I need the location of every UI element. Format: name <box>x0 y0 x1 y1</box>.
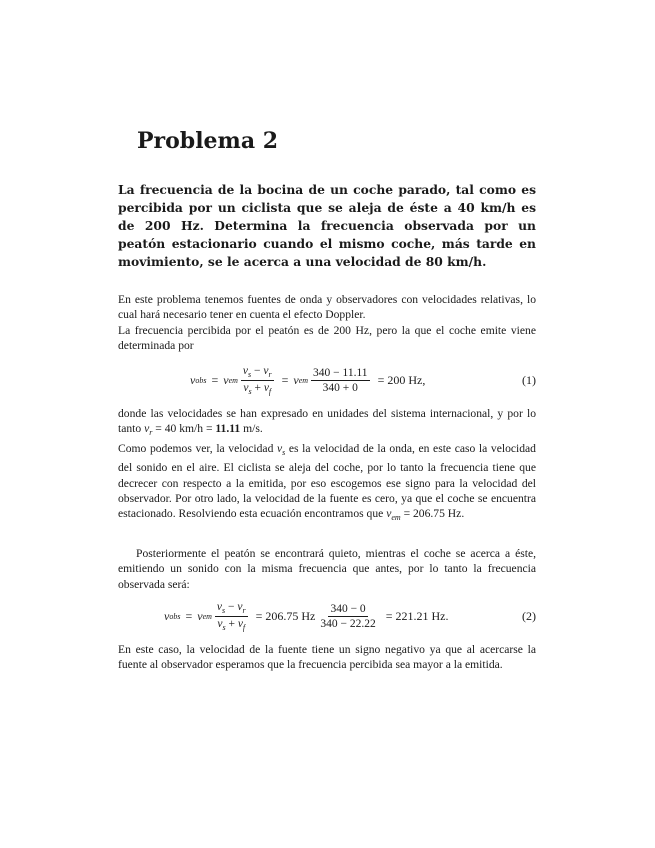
fraction-velocities: $\frac{v_s - v_r}{v_s + v_f}$ <box>242 364 272 396</box>
intro-paragraph <box>118 292 536 354</box>
explanation-text-b: Como podemos ver, la velocidad $v_s$ es la velocidad de la onda, en este caso la velocidad del sonido en el aire. El ciclista se aleja del coche, por lo tanto la frecuencia tiene que decrecer con respecto a la emitida, por eso escogemos ese signo para la velocidad del observador. Por otro lado, la velocidad de la fuente es cero, ya que el coche se encuentra estacionado. Resolviendo esta ecuación encontramos que $\nu_{em} = 206.75$ Hz. <box>118 441 536 523</box>
intro-text-a: En este problema tenemos fuentes de onda y observadores con velocidades relativas, lo cual hará necesario tener en cuenta el efecto Doppler. <box>118 293 536 322</box>
nu-symbol: ν <box>223 372 229 387</box>
equation-1 <box>118 360 536 400</box>
equals-sign: = <box>211 372 219 387</box>
nu-symbol: ν <box>293 372 299 387</box>
equation-1-number: (1) <box>522 372 536 387</box>
conclusion-text: En este caso, la velocidad de la fuente tiene un signo negativo ya que al acercarse la fuente al observador esperamos que la frecuencia percibida sea mayor a la emitida. <box>118 643 536 672</box>
nu-symbol: ν <box>164 608 170 623</box>
equation-2 <box>118 596 536 636</box>
equation-1-result: = 200 Hz, <box>377 372 426 387</box>
denominator-2: 340 − 22.22 <box>320 617 376 630</box>
equation-2-result: = 221.21 Hz. <box>385 608 449 623</box>
fraction-velocities-2: $\frac{v_s - v_r}{v_s + v_f}$ <box>216 600 246 632</box>
conclusion-paragraph <box>118 642 536 673</box>
equals-sign: = <box>281 372 289 387</box>
equation-2-number: (2) <box>522 608 536 623</box>
denominator-1: 340 + 0 <box>322 381 358 394</box>
equation-1-expression <box>190 360 425 400</box>
sub-obs: obs <box>195 375 207 385</box>
second-case-paragraph <box>118 546 536 592</box>
nu-symbol: ν <box>190 372 196 387</box>
explanation-paragraph <box>118 406 536 526</box>
equals-sign: = <box>185 608 193 623</box>
intro-text-b: La frecuencia percibida por el peatón es de 200 Hz, pero la que el coche emite viene determinada por <box>118 323 536 353</box>
fraction-values-2 <box>318 603 377 630</box>
numerator-1: 340 − 11.11 <box>313 366 368 379</box>
equation-2-middle: = 206.75 Hz <box>255 608 316 623</box>
fraction-values-1 <box>311 367 370 394</box>
sub-obs: obs <box>169 611 181 621</box>
problem-statement: La frecuencia de la bocina de un coche parado, tal como es percibida por un ciclista que se aleja de éste a 40 km/h es de 200 Hz. Determina la frecuencia observada por un peatón estacionario cuando el mismo coche, más tarde en movimiento, se le acerca a una velocidad de 80 km/h. <box>118 182 536 269</box>
numerator-2: 340 − 0 <box>330 602 366 615</box>
nu-symbol: ν <box>197 608 203 623</box>
sub-em: em <box>202 611 212 621</box>
equation-2-expression <box>164 596 449 636</box>
explanation-text-a: donde las velocidades se han expresado en unidades del sistema internacional, y por lo tanto $v_r = 40$ km/h = 11.11 m/s. <box>118 407 536 438</box>
sub-em: em <box>228 375 238 385</box>
sub-em: em <box>298 375 309 385</box>
page-title: Problema 2 <box>137 128 279 154</box>
second-case-text: Posteriormente el peatón se encontrará quieto, mientras el coche se acerca a éste, emitiendo un sonido con la misma frecuencia que antes, por lo tanto la frecuencia observada será: <box>118 547 536 591</box>
